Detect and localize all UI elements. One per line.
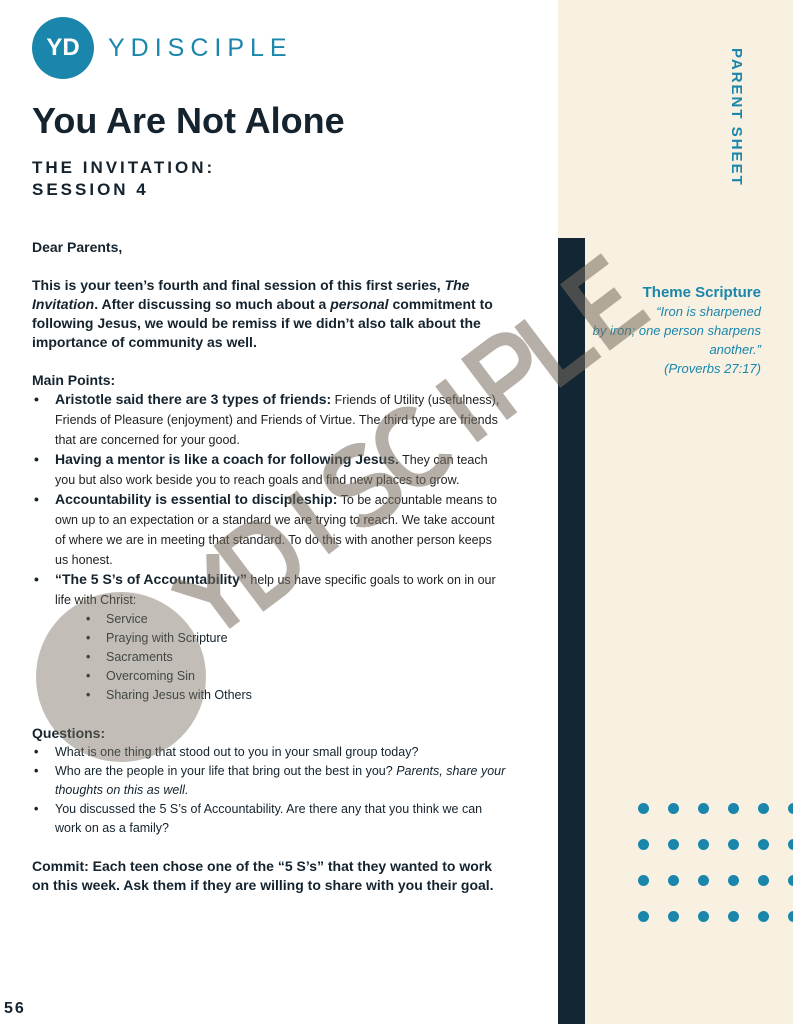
five-s-list — [32, 610, 507, 705]
theme-scripture — [593, 283, 761, 378]
list-item: • Who are the people in your life that bring out the best in you? Parents, share your thoughts on this as well. — [32, 762, 507, 800]
greeting: Dear Parents, — [32, 239, 123, 255]
list-item: • What is one thing that stood out to you in your small group today? — [32, 743, 507, 762]
list-item: • “The 5 S’s of Accountability” help us have specific goals to work on in our life with Christ: — [32, 570, 507, 610]
commit-paragraph: Commit: Each teen chose one of the “5 S’s” that they wanted to work on this week. Ask them if they are willing to share with you their goal. — [32, 858, 494, 893]
scripture-heading: Theme Scripture — [642, 284, 761, 301]
list-item: • Praying with Scripture — [84, 629, 507, 648]
list-item: • Sacraments — [84, 648, 507, 667]
intro-paragraph: This is your teen’s fourth and final session of this first series, The Invitation. After discussing so much about a personal commitment to following Jesus, we would be remiss if we didn’t also talk about the importance of community as well. — [32, 277, 493, 350]
letter-body — [32, 238, 507, 914]
main-points-list — [32, 390, 507, 610]
questions-list — [32, 743, 507, 838]
ydisciple-logo — [32, 17, 293, 79]
list-item: • Accountability is essential to discipleship: To be accountable means to own up to an expectation or a standard we are trying to reach. We take account of where we are in meeting that standard. To do this with another person keeps us honest. — [32, 490, 507, 570]
page-number: 56 — [4, 1000, 26, 1017]
side-bar-accent — [558, 238, 585, 1024]
session-subtitle — [32, 157, 215, 201]
logo-mark: YD — [32, 17, 94, 79]
list-item: • Overcoming Sin — [84, 667, 507, 686]
scripture-reference: (Proverbs 27:17) — [664, 361, 761, 376]
main-points-heading: Main Points: — [32, 372, 116, 388]
list-item: • Service — [84, 610, 507, 629]
subtitle-line: THE INVITATION: — [32, 158, 216, 177]
page-title: You Are Not Alone — [32, 100, 345, 141]
scripture-line: “Iron is sharpened — [656, 304, 761, 319]
parent-sheet-label: PARENT SHEET — [728, 48, 745, 187]
scripture-line: by iron; one person sharpens — [592, 323, 761, 338]
subtitle-line: SESSION 4 — [32, 180, 149, 199]
dot-pattern — [638, 803, 793, 922]
list-item: • Having a mentor is like a coach for following Jesus. They can teach you but also work beside you to reach goals and find new places to grow. — [32, 450, 507, 490]
list-item: • Sharing Jesus with Others — [84, 686, 507, 705]
list-item: • You discussed the 5 S’s of Accountability. Are there any that you think we can work on as a family? — [32, 800, 507, 838]
scripture-line: another.” — [709, 342, 761, 357]
questions-heading: Questions: — [32, 725, 106, 741]
list-item: • Aristotle said there are 3 types of friends: Friends of Utility (usefulness), Friends of Pleasure (enjoyment) and Friends of Virtue. The third type are friends that are concerned for your good. — [32, 390, 507, 450]
logo-text: YDISCIPLE — [108, 33, 293, 62]
